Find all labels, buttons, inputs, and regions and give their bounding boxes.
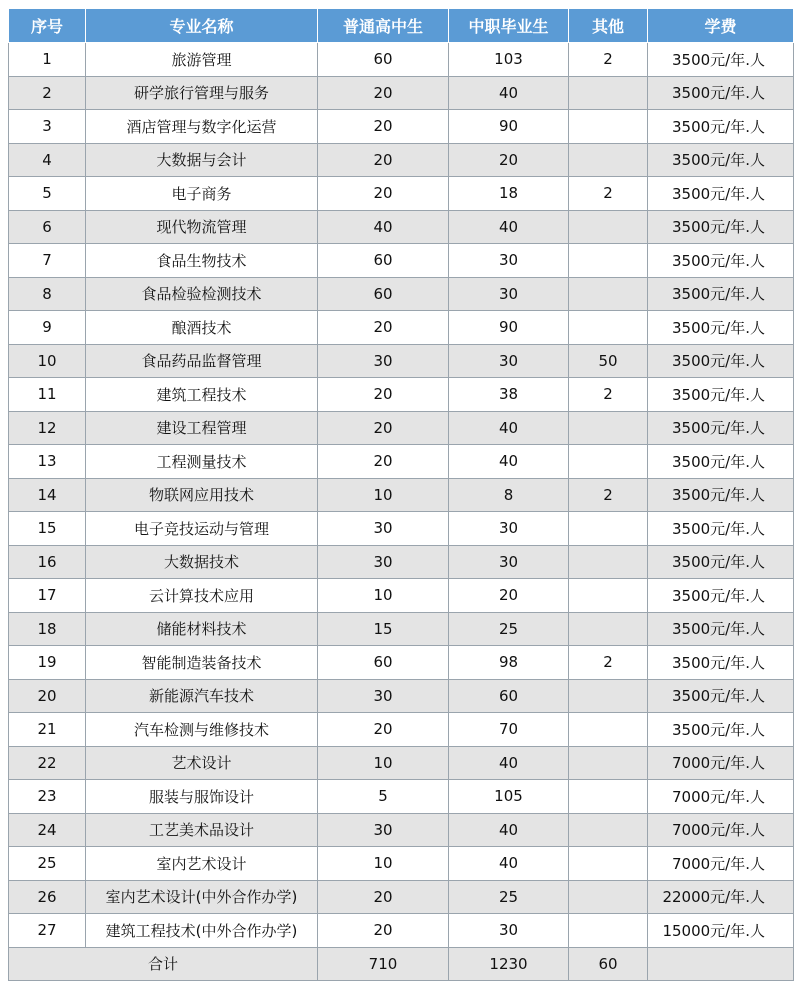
cell-tuition: 3500元/年.人 xyxy=(648,679,794,713)
cell-vocational: 40 xyxy=(449,813,569,847)
cell-tuition: 3500元/年.人 xyxy=(648,143,794,177)
cell-high-school: 20 xyxy=(318,378,449,412)
table-row xyxy=(9,244,794,278)
table-row xyxy=(9,512,794,546)
cell-other xyxy=(569,110,648,144)
cell-tuition: 15000元/年.人 xyxy=(648,914,794,948)
cell-tuition: 3500元/年.人 xyxy=(648,411,794,445)
cell-major-name: 汽车检测与维修技术 xyxy=(86,713,318,747)
cell-no: 3 xyxy=(9,110,86,144)
cell-other: 2 xyxy=(569,378,648,412)
table-row xyxy=(9,679,794,713)
cell-other xyxy=(569,579,648,613)
cell-other xyxy=(569,880,648,914)
cell-vocational: 60 xyxy=(449,679,569,713)
cell-high-school: 30 xyxy=(318,813,449,847)
cell-high-school: 20 xyxy=(318,177,449,211)
cell-no: 5 xyxy=(9,177,86,211)
cell-no: 25 xyxy=(9,847,86,881)
cell-major-name: 室内艺术设计(中外合作办学) xyxy=(86,880,318,914)
cell-major-name: 服装与服饰设计 xyxy=(86,780,318,814)
cell-vocational: 40 xyxy=(449,847,569,881)
cell-other xyxy=(569,445,648,479)
cell-major-name: 工程测量技术 xyxy=(86,445,318,479)
table-row xyxy=(9,914,794,948)
cell-no: 17 xyxy=(9,579,86,613)
table-body xyxy=(9,43,794,948)
cell-major-name: 现代物流管理 xyxy=(86,210,318,244)
cell-tuition: 3500元/年.人 xyxy=(648,110,794,144)
header-vocational: 中职毕业生 xyxy=(449,9,569,43)
total-high-school: 710 xyxy=(318,947,449,981)
cell-vocational: 38 xyxy=(449,378,569,412)
table-row xyxy=(9,378,794,412)
cell-other xyxy=(569,847,648,881)
enrollment-table xyxy=(8,8,794,981)
cell-other xyxy=(569,143,648,177)
table-row xyxy=(9,880,794,914)
cell-vocational: 30 xyxy=(449,545,569,579)
total-other: 60 xyxy=(569,947,648,981)
cell-high-school: 20 xyxy=(318,76,449,110)
cell-vocational: 103 xyxy=(449,43,569,77)
cell-high-school: 5 xyxy=(318,780,449,814)
cell-other xyxy=(569,914,648,948)
cell-vocational: 30 xyxy=(449,244,569,278)
cell-tuition: 3500元/年.人 xyxy=(648,512,794,546)
cell-no: 8 xyxy=(9,277,86,311)
cell-tuition: 3500元/年.人 xyxy=(648,612,794,646)
cell-high-school: 20 xyxy=(318,445,449,479)
cell-no: 7 xyxy=(9,244,86,278)
cell-major-name: 电子商务 xyxy=(86,177,318,211)
cell-vocational: 30 xyxy=(449,344,569,378)
cell-no: 1 xyxy=(9,43,86,77)
cell-tuition: 3500元/年.人 xyxy=(648,344,794,378)
cell-tuition: 7000元/年.人 xyxy=(648,746,794,780)
cell-high-school: 20 xyxy=(318,143,449,177)
table-row xyxy=(9,210,794,244)
cell-tuition: 22000元/年.人 xyxy=(648,880,794,914)
cell-high-school: 60 xyxy=(318,43,449,77)
cell-major-name: 智能制造装备技术 xyxy=(86,646,318,680)
cell-high-school: 10 xyxy=(318,579,449,613)
table-row xyxy=(9,143,794,177)
cell-tuition: 3500元/年.人 xyxy=(648,445,794,479)
cell-no: 19 xyxy=(9,646,86,680)
cell-other: 2 xyxy=(569,177,648,211)
cell-major-name: 食品生物技术 xyxy=(86,244,318,278)
table-row xyxy=(9,646,794,680)
cell-major-name: 酿酒技术 xyxy=(86,311,318,345)
cell-other xyxy=(569,512,648,546)
table-row xyxy=(9,344,794,378)
cell-high-school: 30 xyxy=(318,344,449,378)
cell-no: 12 xyxy=(9,411,86,445)
cell-major-name: 食品检验检测技术 xyxy=(86,277,318,311)
cell-tuition: 3500元/年.人 xyxy=(648,579,794,613)
cell-no: 10 xyxy=(9,344,86,378)
cell-tuition: 3500元/年.人 xyxy=(648,378,794,412)
cell-no: 26 xyxy=(9,880,86,914)
cell-high-school: 20 xyxy=(318,110,449,144)
cell-high-school: 60 xyxy=(318,244,449,278)
cell-major-name: 研学旅行管理与服务 xyxy=(86,76,318,110)
cell-no: 27 xyxy=(9,914,86,948)
cell-major-name: 工艺美术品设计 xyxy=(86,813,318,847)
cell-other xyxy=(569,311,648,345)
cell-tuition: 3500元/年.人 xyxy=(648,244,794,278)
cell-vocational: 18 xyxy=(449,177,569,211)
cell-no: 14 xyxy=(9,478,86,512)
cell-vocational: 30 xyxy=(449,512,569,546)
header-high-school: 普通高中生 xyxy=(318,9,449,43)
cell-other xyxy=(569,244,648,278)
cell-high-school: 20 xyxy=(318,880,449,914)
cell-major-name: 食品药品监督管理 xyxy=(86,344,318,378)
cell-no: 2 xyxy=(9,76,86,110)
header-no: 序号 xyxy=(9,9,86,43)
cell-tuition: 3500元/年.人 xyxy=(648,76,794,110)
cell-high-school: 20 xyxy=(318,914,449,948)
cell-high-school: 15 xyxy=(318,612,449,646)
cell-vocational: 90 xyxy=(449,110,569,144)
cell-no: 15 xyxy=(9,512,86,546)
cell-major-name: 酒店管理与数字化运营 xyxy=(86,110,318,144)
header-major-name: 专业名称 xyxy=(86,9,318,43)
table-row xyxy=(9,545,794,579)
cell-major-name: 旅游管理 xyxy=(86,43,318,77)
table-row xyxy=(9,277,794,311)
table-row xyxy=(9,110,794,144)
cell-other xyxy=(569,679,648,713)
header-other: 其他 xyxy=(569,9,648,43)
cell-high-school: 30 xyxy=(318,512,449,546)
cell-high-school: 20 xyxy=(318,411,449,445)
cell-no: 23 xyxy=(9,780,86,814)
cell-no: 24 xyxy=(9,813,86,847)
table-row xyxy=(9,411,794,445)
cell-no: 16 xyxy=(9,545,86,579)
cell-other xyxy=(569,76,648,110)
cell-other xyxy=(569,545,648,579)
cell-vocational: 30 xyxy=(449,914,569,948)
cell-other: 2 xyxy=(569,478,648,512)
cell-tuition: 7000元/年.人 xyxy=(648,813,794,847)
cell-other: 2 xyxy=(569,646,648,680)
cell-vocational: 40 xyxy=(449,445,569,479)
total-tuition xyxy=(648,947,794,981)
header-row xyxy=(9,9,794,43)
cell-high-school: 60 xyxy=(318,277,449,311)
table-row xyxy=(9,780,794,814)
cell-high-school: 10 xyxy=(318,847,449,881)
table-row xyxy=(9,478,794,512)
cell-vocational: 40 xyxy=(449,76,569,110)
cell-major-name: 建设工程管理 xyxy=(86,411,318,445)
cell-vocational: 25 xyxy=(449,612,569,646)
cell-major-name: 电子竞技运动与管理 xyxy=(86,512,318,546)
cell-tuition: 3500元/年.人 xyxy=(648,177,794,211)
cell-vocational: 98 xyxy=(449,646,569,680)
cell-tuition: 3500元/年.人 xyxy=(648,478,794,512)
cell-tuition: 3500元/年.人 xyxy=(648,545,794,579)
cell-vocational: 30 xyxy=(449,277,569,311)
cell-tuition: 3500元/年.人 xyxy=(648,43,794,77)
table-row xyxy=(9,177,794,211)
cell-tuition: 3500元/年.人 xyxy=(648,646,794,680)
cell-vocational: 70 xyxy=(449,713,569,747)
cell-vocational: 8 xyxy=(449,478,569,512)
cell-other xyxy=(569,612,648,646)
cell-no: 4 xyxy=(9,143,86,177)
cell-vocational: 90 xyxy=(449,311,569,345)
cell-other: 2 xyxy=(569,43,648,77)
cell-major-name: 储能材料技术 xyxy=(86,612,318,646)
cell-no: 6 xyxy=(9,210,86,244)
cell-other xyxy=(569,780,648,814)
cell-high-school: 60 xyxy=(318,646,449,680)
cell-other xyxy=(569,277,648,311)
cell-vocational: 25 xyxy=(449,880,569,914)
cell-high-school: 10 xyxy=(318,478,449,512)
table-row xyxy=(9,746,794,780)
total-vocational: 1230 xyxy=(449,947,569,981)
cell-high-school: 20 xyxy=(318,311,449,345)
enrollment-table-wrapper xyxy=(8,8,793,981)
cell-vocational: 40 xyxy=(449,411,569,445)
cell-other xyxy=(569,210,648,244)
cell-major-name: 大数据与会计 xyxy=(86,143,318,177)
cell-no: 11 xyxy=(9,378,86,412)
table-row xyxy=(9,445,794,479)
table-row xyxy=(9,713,794,747)
cell-high-school: 30 xyxy=(318,679,449,713)
cell-high-school: 20 xyxy=(318,713,449,747)
cell-other xyxy=(569,713,648,747)
cell-high-school: 10 xyxy=(318,746,449,780)
cell-tuition: 7000元/年.人 xyxy=(648,780,794,814)
table-row xyxy=(9,43,794,77)
cell-other xyxy=(569,813,648,847)
table-row xyxy=(9,813,794,847)
table-row xyxy=(9,847,794,881)
cell-vocational: 105 xyxy=(449,780,569,814)
cell-vocational: 40 xyxy=(449,210,569,244)
cell-major-name: 室内艺术设计 xyxy=(86,847,318,881)
table-row xyxy=(9,579,794,613)
cell-tuition: 3500元/年.人 xyxy=(648,277,794,311)
cell-tuition: 7000元/年.人 xyxy=(648,847,794,881)
cell-other xyxy=(569,746,648,780)
cell-major-name: 物联网应用技术 xyxy=(86,478,318,512)
cell-major-name: 建筑工程技术 xyxy=(86,378,318,412)
table-row xyxy=(9,311,794,345)
cell-vocational: 20 xyxy=(449,579,569,613)
cell-tuition: 3500元/年.人 xyxy=(648,210,794,244)
cell-major-name: 建筑工程技术(中外合作办学) xyxy=(86,914,318,948)
header-tuition: 学费 xyxy=(648,9,794,43)
cell-major-name: 新能源汽车技术 xyxy=(86,679,318,713)
cell-no: 20 xyxy=(9,679,86,713)
cell-no: 22 xyxy=(9,746,86,780)
cell-tuition: 3500元/年.人 xyxy=(648,311,794,345)
total-label: 合计 xyxy=(9,947,318,981)
cell-other: 50 xyxy=(569,344,648,378)
cell-no: 18 xyxy=(9,612,86,646)
cell-major-name: 艺术设计 xyxy=(86,746,318,780)
cell-vocational: 40 xyxy=(449,746,569,780)
table-row xyxy=(9,612,794,646)
cell-major-name: 云计算技术应用 xyxy=(86,579,318,613)
table-row xyxy=(9,76,794,110)
cell-other xyxy=(569,411,648,445)
cell-high-school: 40 xyxy=(318,210,449,244)
cell-no: 21 xyxy=(9,713,86,747)
cell-no: 13 xyxy=(9,445,86,479)
cell-vocational: 20 xyxy=(449,143,569,177)
total-row xyxy=(9,947,794,981)
cell-major-name: 大数据技术 xyxy=(86,545,318,579)
cell-no: 9 xyxy=(9,311,86,345)
cell-tuition: 3500元/年.人 xyxy=(648,713,794,747)
cell-high-school: 30 xyxy=(318,545,449,579)
